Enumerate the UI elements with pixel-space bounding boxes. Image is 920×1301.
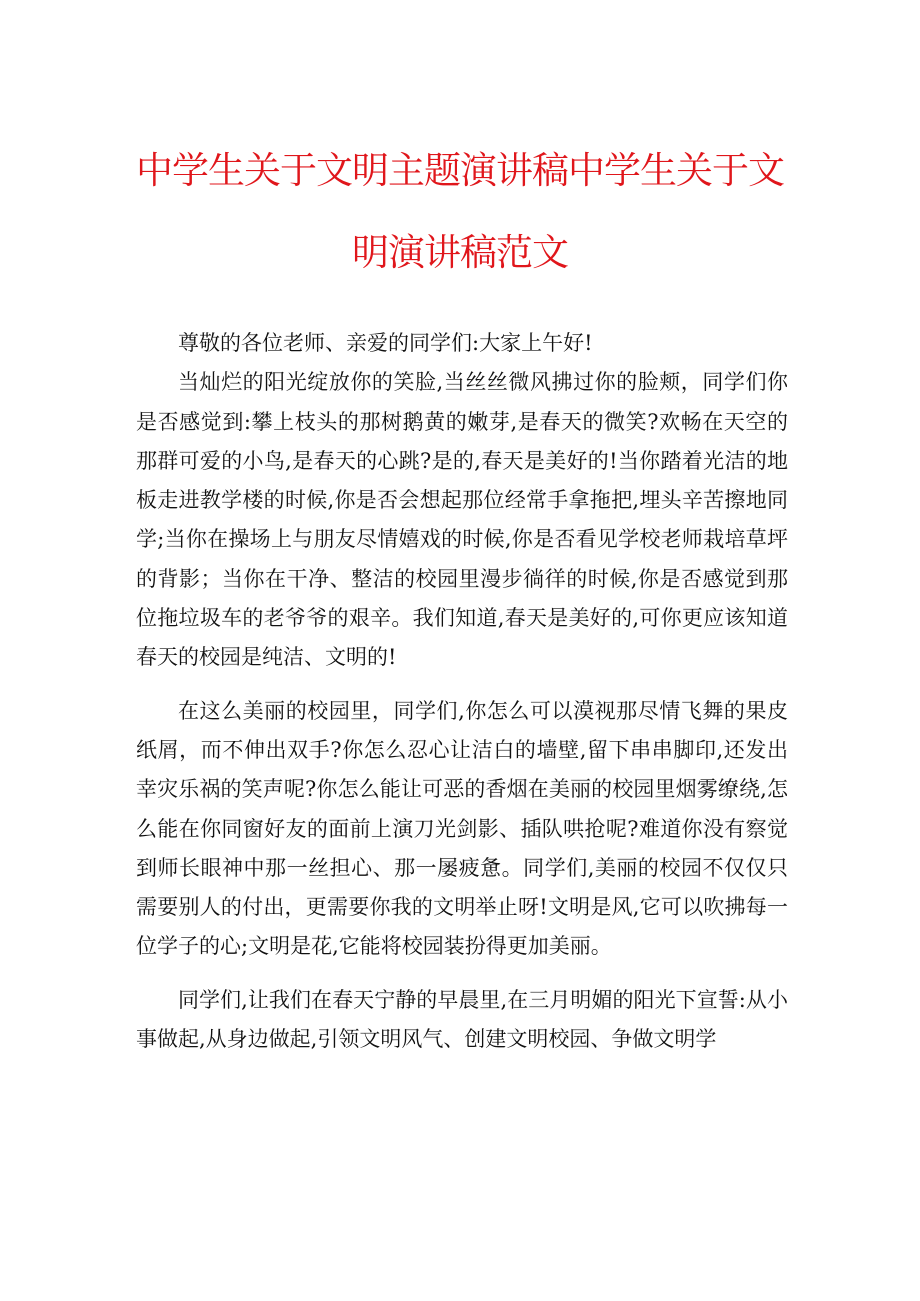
paragraph-2: 在这么美丽的校园里，同学们,你怎么可以漠视那尽情飞舞的果皮纸屑，而不伸出双手?你怎么忍心让洁白的墙壁,留下串串脚印,还发出幸灾乐祸的笑声呢?你怎么能让可恶的香烟在美丽的校园里烟雾缭绕,怎么能在你同窗好友的面前上演刀光剑影、插队哄抢呢?难道你没有察觉到师长眼神中那一丝担心、那一屡疲惫。同学们,美丽的校园不仅仅只需要别人的付出，更需要你我的文明举止呀!文明是风,它可以吹拂每一位学子的心;文明是花,它能将校园装扮得更加美丽。 bbox=[136, 698, 788, 959]
document-body bbox=[136, 324, 788, 1059]
paragraph-greeting: 尊敬的各位老师、亲爱的同学们:大家上午好! bbox=[178, 331, 593, 355]
paragraph-3: 同学们,让我们在春天宁静的早晨里,在三月明媚的阳光下宣誓:从小事做起,从身边做起,引领文明风气、创建文明校园、争做文明学 bbox=[136, 987, 788, 1052]
document-title: 中学生关于文明主题演讲稿中学生关于文明演讲稿范文 bbox=[136, 149, 784, 274]
paragraph-1: 当灿烂的阳光绽放你的笑脸,当丝丝微风拂过你的脸颊，同学们你是否感觉到:攀上枝头的那树鹅黄的嫩芽,是春天的微笑?欢畅在天空的那群可爱的小鸟,是春天的心跳?是的,春天是美好的!当你踏着光洁的地板走进教学楼的时候,你是否会想起那位经常手拿拖把,埋头辛苦擦地同学;当你在操场上与朋友尽情嬉戏的时候,你是否看见学校老师栽培草坪的背影；当你在干净、整洁的校园里漫步徜徉的时候,你是否感觉到那位拖垃圾车的老爷爷的艰辛。我们知道,春天是美好的,可你更应该知道春天的校园是纯洁、文明的! bbox=[136, 370, 788, 670]
